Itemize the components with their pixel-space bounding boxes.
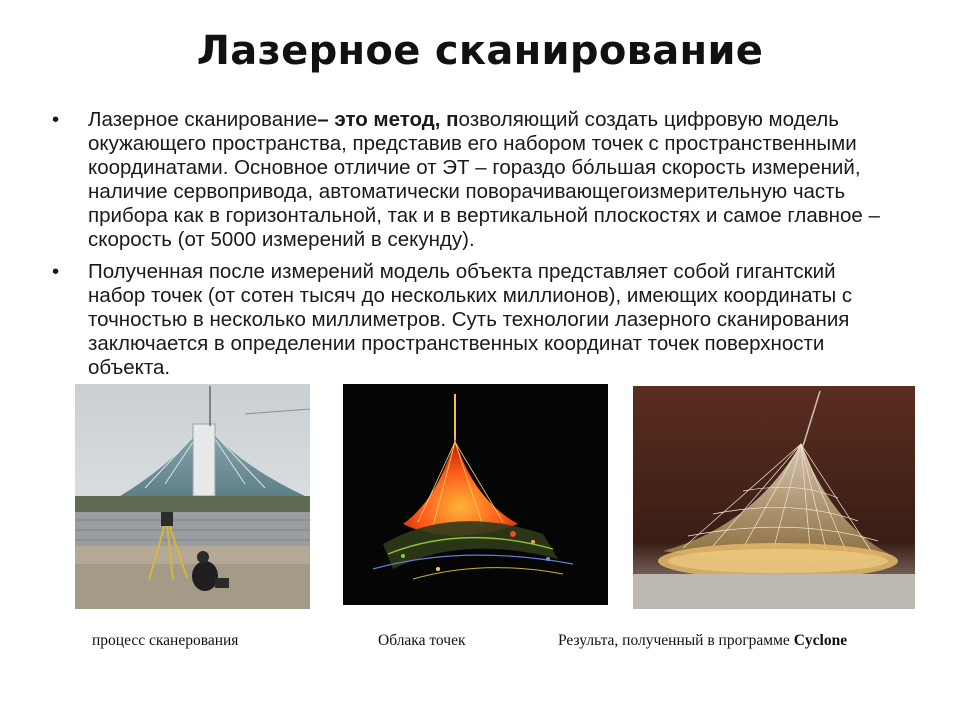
photo-point-cloud <box>343 384 608 605</box>
bullet2-text: Полученная после измерений модель объекта представляет собой гигантский набор точек (от сотен тысяч до нескольких миллионов), имеющих координаты с точностью в несколько миллиметров. Суть технологии лазерного сканирования заключается в определении пространственных координат точек поверхности объекта. <box>88 260 853 379</box>
bullet-item-result <box>50 260 890 380</box>
bullet1-bold: – это метод, п <box>317 108 459 131</box>
caption-scanning-process: процесс сканерования <box>92 632 239 649</box>
bullet1-rest: озволяющий создать цифровую модель окужающего пространства, представив его набором точек с пространственными координатами. Основное отличие от ЭТ – гораздо бóльшая скорость измерений, наличие сервопривода, автоматически поворачивающегоизмерительную часть прибора как в горизонтальной, так и в вертикальной плоскостях и самое главное – скорость (от 5000 измерений в секунду). <box>88 108 880 251</box>
slide-title: Лазерное сканирование <box>196 28 764 74</box>
caption-cyclone-result <box>558 632 847 650</box>
bullet-marker: • <box>52 108 60 131</box>
bullet-list <box>50 108 890 384</box>
bullet-item-definition <box>50 108 890 252</box>
bullet1-lead: Лазерное сканирование <box>88 108 318 131</box>
bullet-marker: • <box>52 260 60 283</box>
photo-scanning-process <box>75 384 310 609</box>
caption-point-cloud: Облака точек <box>378 632 466 649</box>
caption-cyclone-prefix: Результа, полученный в программе <box>558 632 794 649</box>
caption-cyclone-bold: Cyclone <box>793 632 848 649</box>
photo-cyclone-result <box>633 386 915 609</box>
